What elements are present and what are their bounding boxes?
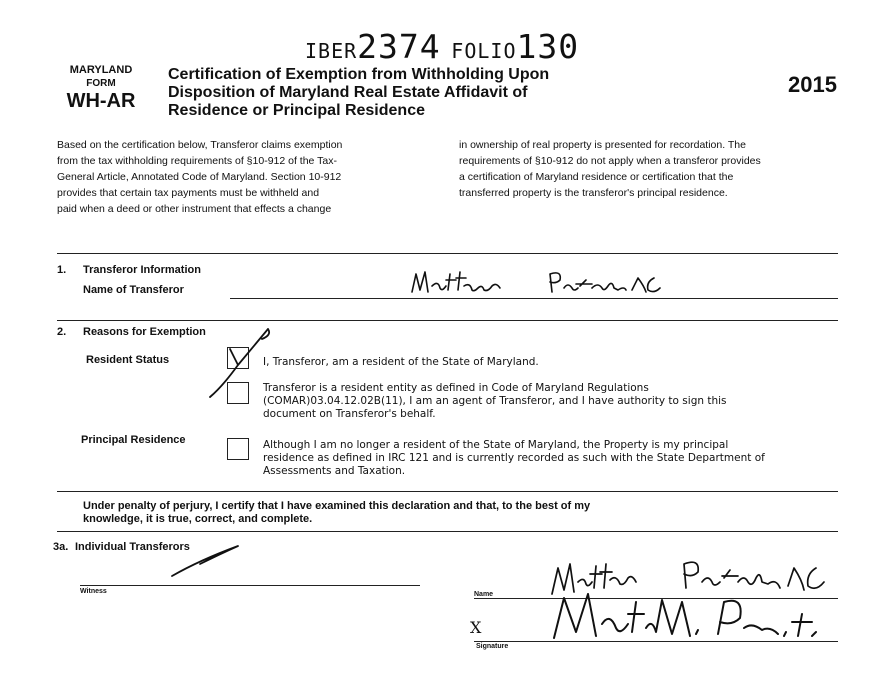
stamp-liber-number: 2374 [357,27,441,66]
signature-x-mark: X [470,618,482,637]
intro-line: provides that certain tax payments must be withheld and [57,187,320,199]
stamp-prefix: IBER [305,39,358,63]
section3a-heading: Individual Transferors [75,541,190,553]
state-label: MARYLAND [69,64,133,76]
form-title [168,66,628,120]
option-line: residence as defined in IRC 121 and is currently recorded as such with the State Department of [263,452,765,464]
option-line: document on Transferor's behalf. [263,408,436,420]
form-title-line: Disposition of Maryland Real Estate Affidavit of [168,84,528,101]
intro-left-column [57,137,437,217]
form-word: FORM [86,78,116,89]
section-divider [57,531,838,532]
section2-heading: Reasons for Exemption [83,326,206,338]
principal-residence-option-text [263,439,843,478]
penalty-line: Under penalty of perjury, I certify that I have examined this declaration and that, to the best of my [83,500,591,512]
option-line: Transferor is a resident entity as defined in Code of Maryland Regulations [263,382,649,394]
intro-line: Based on the certification below, Transferor claims exemption [57,139,343,151]
witness-label: Witness [80,588,107,595]
witness-line[interactable] [80,585,420,586]
form-year: 2015 [788,72,837,97]
intro-line: paid when a deed or other instrument that effects a change [57,203,332,215]
transferor-name-field[interactable] [400,266,700,298]
intro-line: in ownership of real property is presented for recordation. The [459,139,746,151]
witness-scribble [160,540,260,580]
option-line: (COMAR)03.04.12.02B(11), I am an agent of Transferor, and I have authority to sign this [263,395,727,407]
section1-heading: Transferor Information [83,264,201,276]
penalty-statement [83,500,590,526]
intro-line: General Article, Annotated Code of Maryland. Section 10-912 [57,171,342,183]
resident-entity-option-text [263,382,833,421]
form-title-line: Residence or Principal Residence [168,102,425,119]
penalty-line: knowledge, it is true, correct, and complete. [83,513,313,525]
principal-residence-checkbox[interactable] [227,438,249,460]
transferor-name-label: Name of Transferor [83,284,184,296]
option-line: Although I am no longer a resident of the State of Maryland, the Property is my principal [263,439,729,451]
signature-label: Signature [476,643,509,650]
section-divider [57,320,838,321]
handwritten-name [400,266,700,298]
option-line: Assessments and Taxation. [263,465,406,477]
transferor-name-line [230,298,838,299]
intro-line: requirements of §10-912 do not apply when a transferor provides [459,155,761,167]
handwritten-signature [540,548,840,648]
recording-stamp [305,27,579,66]
stamp-folio-number: 130 [516,27,580,66]
intro-right-column [459,137,841,201]
section-divider [57,253,838,254]
section2-number: 2. [57,326,67,338]
intro-line: transferred property is the transferor's principal residence. [459,187,728,199]
principal-residence-label: Principal Residence [81,434,186,446]
section3a-number: 3a. [53,541,69,553]
check-mark-icon [200,325,280,405]
section1-number: 1. [57,264,67,276]
name-label: Name [474,591,494,598]
section-divider [57,491,838,492]
intro-line: from the tax withholding requirements of §10-912 of the Tax- [57,155,337,167]
form-code: WH-AR [66,90,136,112]
stamp-folio-label: FOLIO [451,39,517,63]
resident-status-label: Resident Status [86,354,170,366]
resident-option-text: I, Transferor, am a resident of the State of Maryland. [263,356,539,368]
intro-line: a certification of Maryland residence or certification that the [459,171,734,183]
form-title-line: Certification of Exemption from Withholding Upon [168,66,550,83]
